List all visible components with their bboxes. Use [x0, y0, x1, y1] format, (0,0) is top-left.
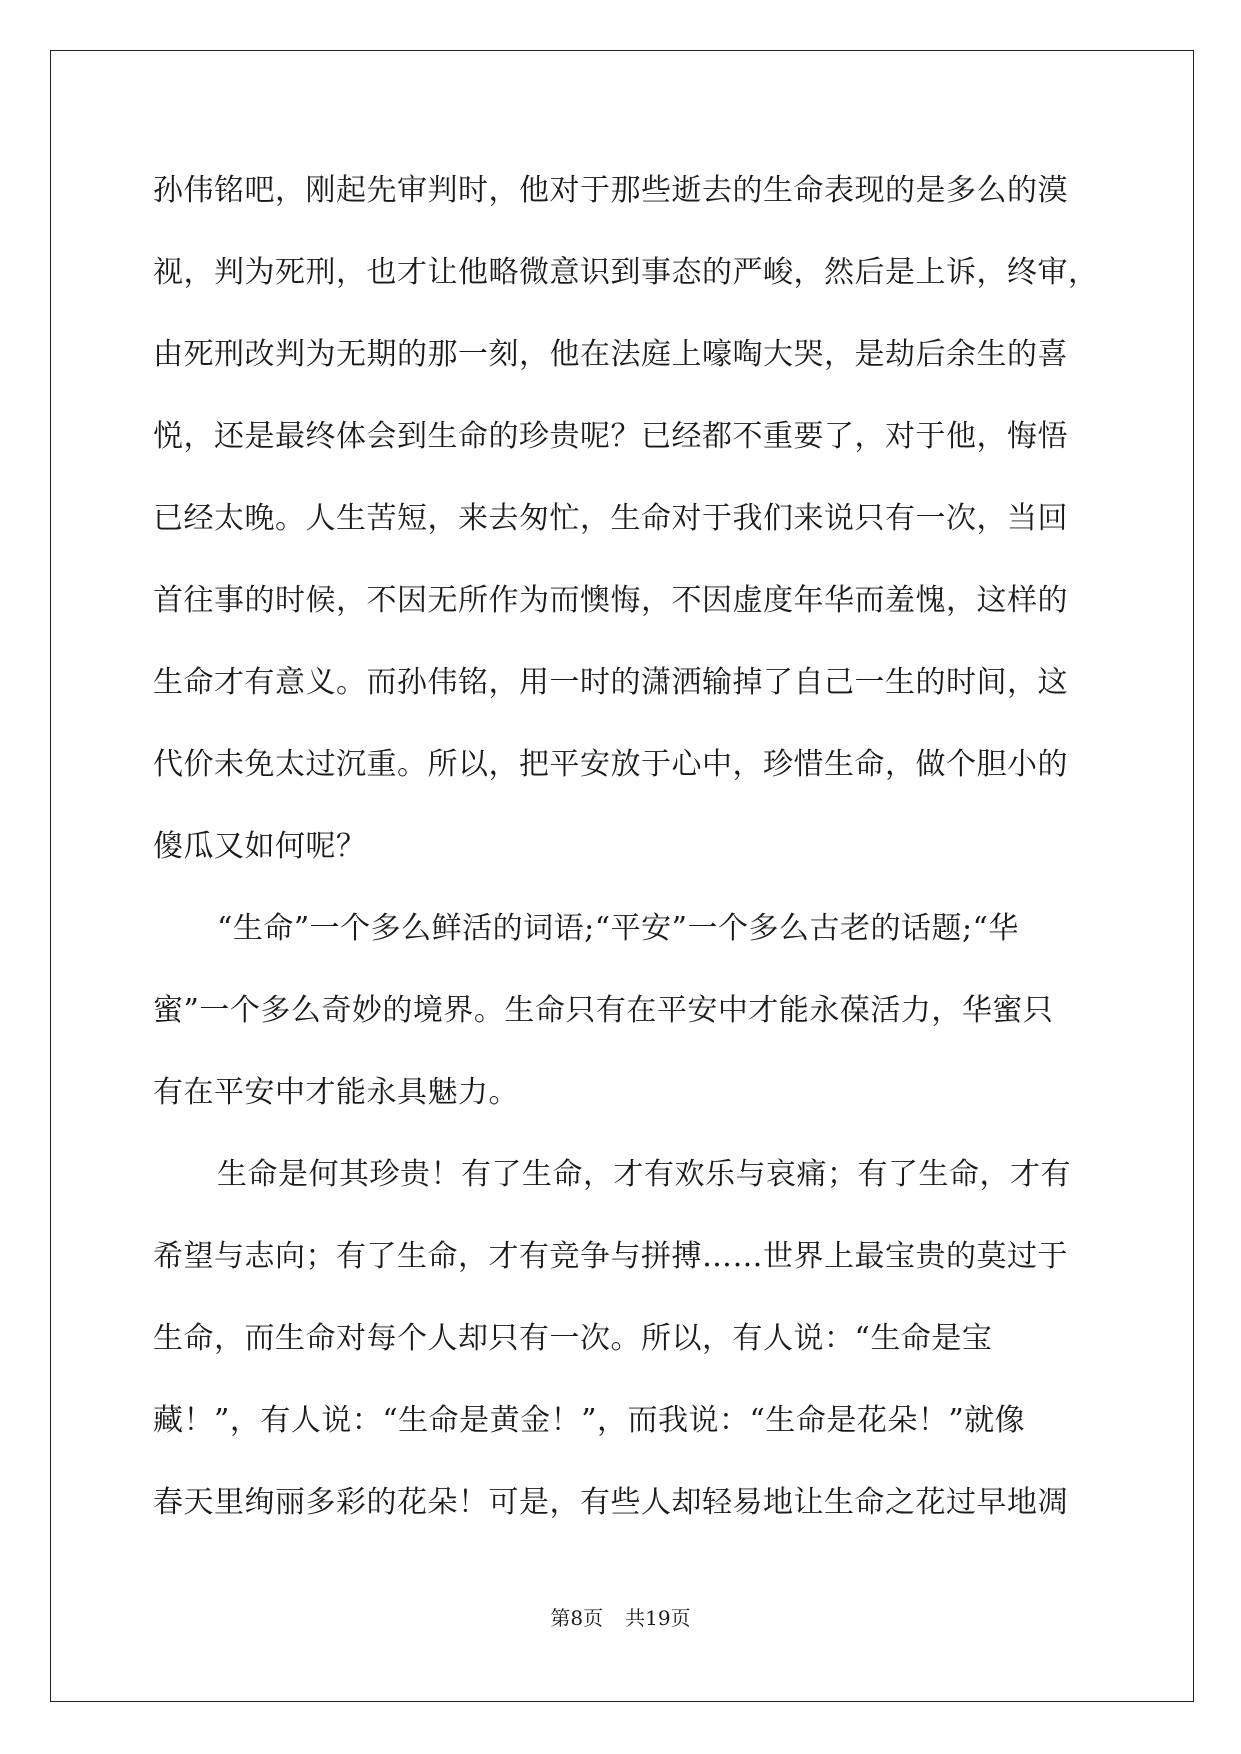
text-line: 有在平安中才能永具魅力。: [153, 1075, 519, 1110]
text-line: 藏！”，有人说：“生命是黄金！”，而我说：“生命是花朵！”就像: [153, 1403, 1026, 1438]
text-line: 由死刑改判为无期的那一刻，他在法庭上嚎啕大哭，是劫后余生的喜: [153, 337, 1068, 372]
total-pages: 共19页: [625, 1606, 691, 1630]
text-line: 已经太晚。人生苦短，来去匆忙，生命对于我们来说只有一次，当回: [153, 501, 1068, 536]
paragraph-start-line: 生命是何其珍贵！有了生命，才有欢乐与哀痛；有了生命，才有: [217, 1157, 1071, 1192]
text-line: 首往事的时候，不因无所作为而懊悔，不因虚度年华而羞愧，这样的: [153, 583, 1068, 618]
text-line: 悦，还是最终体会到生命的珍贵呢？已经都不重要了，对于他，悔悟: [153, 419, 1068, 454]
paragraph-start-line: “生命”一个多么鲜活的词语;“平安”一个多么古老的话题;“华: [217, 911, 1019, 946]
text-line: 生命，而生命对每个人却只有一次。所以，有人说：“生命是宝: [153, 1321, 993, 1356]
text-line: 视，判为死刑，也才让他略微意识到事态的严峻，然后是上诉，终审，: [153, 255, 1099, 290]
text-line: 蜜”一个多么奇妙的境界。生命只有在平安中才能永葆活力，华蜜只: [153, 993, 1054, 1028]
text-line: 春天里绚丽多彩的花朵！可是，有些人却轻易地让生命之花过早地凋: [153, 1485, 1068, 1520]
text-line: 傻瓜又如何呢？: [153, 829, 367, 864]
page-footer: [0, 1602, 1241, 1631]
text-line: 生命才有意义。而孙伟铭，用一时的潇洒输掉了自己一生的时间，这: [153, 665, 1068, 700]
text-line: 孙伟铭吧，刚起先审判时，他对于那些逝去的生命表现的是多么的漠: [153, 173, 1068, 208]
text-line: 希望与志向；有了生命，才有竞争与拼搏……世界上最宝贵的莫过于: [153, 1239, 1068, 1274]
document-body: [153, 160, 1099, 1554]
text-line: 代价未免太过沉重。所以，把平安放于心中，珍惜生命，做个胆小的: [153, 747, 1068, 782]
page-number: 第8页: [550, 1606, 604, 1630]
